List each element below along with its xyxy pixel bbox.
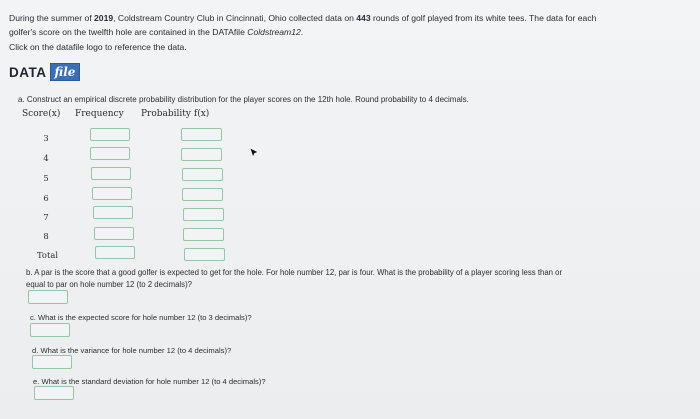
intro-line-1 — [9, 11, 689, 25]
frequency-input[interactable] — [94, 227, 134, 240]
datafile-logo[interactable] — [9, 62, 80, 82]
frequency-input[interactable] — [92, 187, 132, 200]
datafile-name: Coldstream12 — [247, 27, 301, 37]
frequency-input[interactable] — [93, 206, 133, 219]
intro-line-2 — [9, 25, 689, 39]
part-d-prompt: d. What is the variance for hole number 12 (to 4 decimals)? — [32, 346, 232, 355]
column-header-frequency: Frequency — [75, 109, 124, 119]
probability-total-input[interactable] — [184, 248, 225, 261]
frequency-input[interactable] — [90, 147, 130, 160]
part-b-line: b. A par is the score that a good golfer is expected to get for the hole. For hole number 12, par is four. What is the probability of a player scoring less than or — [26, 268, 563, 277]
intro-text: golfer's score on the twelfth hole are contained in the DATAfile — [9, 27, 248, 37]
part-b-prompt — [26, 267, 681, 290]
intro-text: , Coldstream Country Club in Cincinnati, Ohio collected data on — [113, 13, 357, 23]
logo-file-word: file — [50, 63, 81, 81]
total-label: Total — [37, 250, 59, 260]
probability-input[interactable] — [182, 168, 223, 181]
frequency-input[interactable] — [91, 167, 131, 180]
probability-input[interactable] — [182, 188, 223, 201]
logo-data-word: DATA — [9, 64, 47, 80]
frequency-total-input[interactable] — [95, 246, 135, 259]
part-e-answer-input[interactable] — [34, 386, 74, 400]
part-c-answer-input[interactable] — [30, 323, 70, 337]
score-value: 5 — [43, 173, 49, 183]
intro-text: During the summer of — [9, 13, 95, 23]
column-header-score: Score(x) — [22, 109, 61, 119]
intro-text: rounds of golf played from its white tees. The data for each — [370, 13, 597, 23]
score-value: 4 — [43, 153, 49, 163]
score-value: 6 — [43, 193, 49, 203]
mouse-pointer-icon — [248, 147, 260, 159]
score-value: 3 — [43, 133, 49, 143]
intro-rounds: 443 — [356, 13, 371, 23]
part-d-answer-input[interactable] — [32, 355, 72, 369]
column-header-probability: Probability f(x) — [141, 109, 210, 119]
probability-input[interactable] — [183, 228, 224, 241]
part-a-prompt: a. Construct an empirical discrete probability distribution for the player scores on the 12th hole. Round probability to 4 decimals. — [18, 95, 469, 104]
probability-input[interactable] — [183, 208, 224, 221]
part-b-line: equal to par on hole number 12 (to 2 decimals)? — [26, 279, 192, 289]
part-c-prompt: c. What is the expected score for hole number 12 (to 3 decimals)? — [30, 313, 252, 322]
part-b-answer-input[interactable] — [28, 290, 68, 304]
part-e-prompt: e. What is the standard deviation for hole number 12 (to 4 decimals)? — [33, 377, 266, 386]
score-value: 8 — [43, 231, 49, 241]
datafile-instruction: Click on the datafile logo to reference the data. — [9, 42, 187, 52]
probability-input[interactable] — [181, 148, 222, 161]
probability-input[interactable] — [181, 128, 222, 141]
problem-intro — [9, 11, 689, 39]
score-value: 7 — [43, 212, 49, 222]
intro-year: 2019 — [94, 13, 114, 23]
frequency-input[interactable] — [90, 128, 130, 141]
intro-text: . — [300, 27, 304, 37]
